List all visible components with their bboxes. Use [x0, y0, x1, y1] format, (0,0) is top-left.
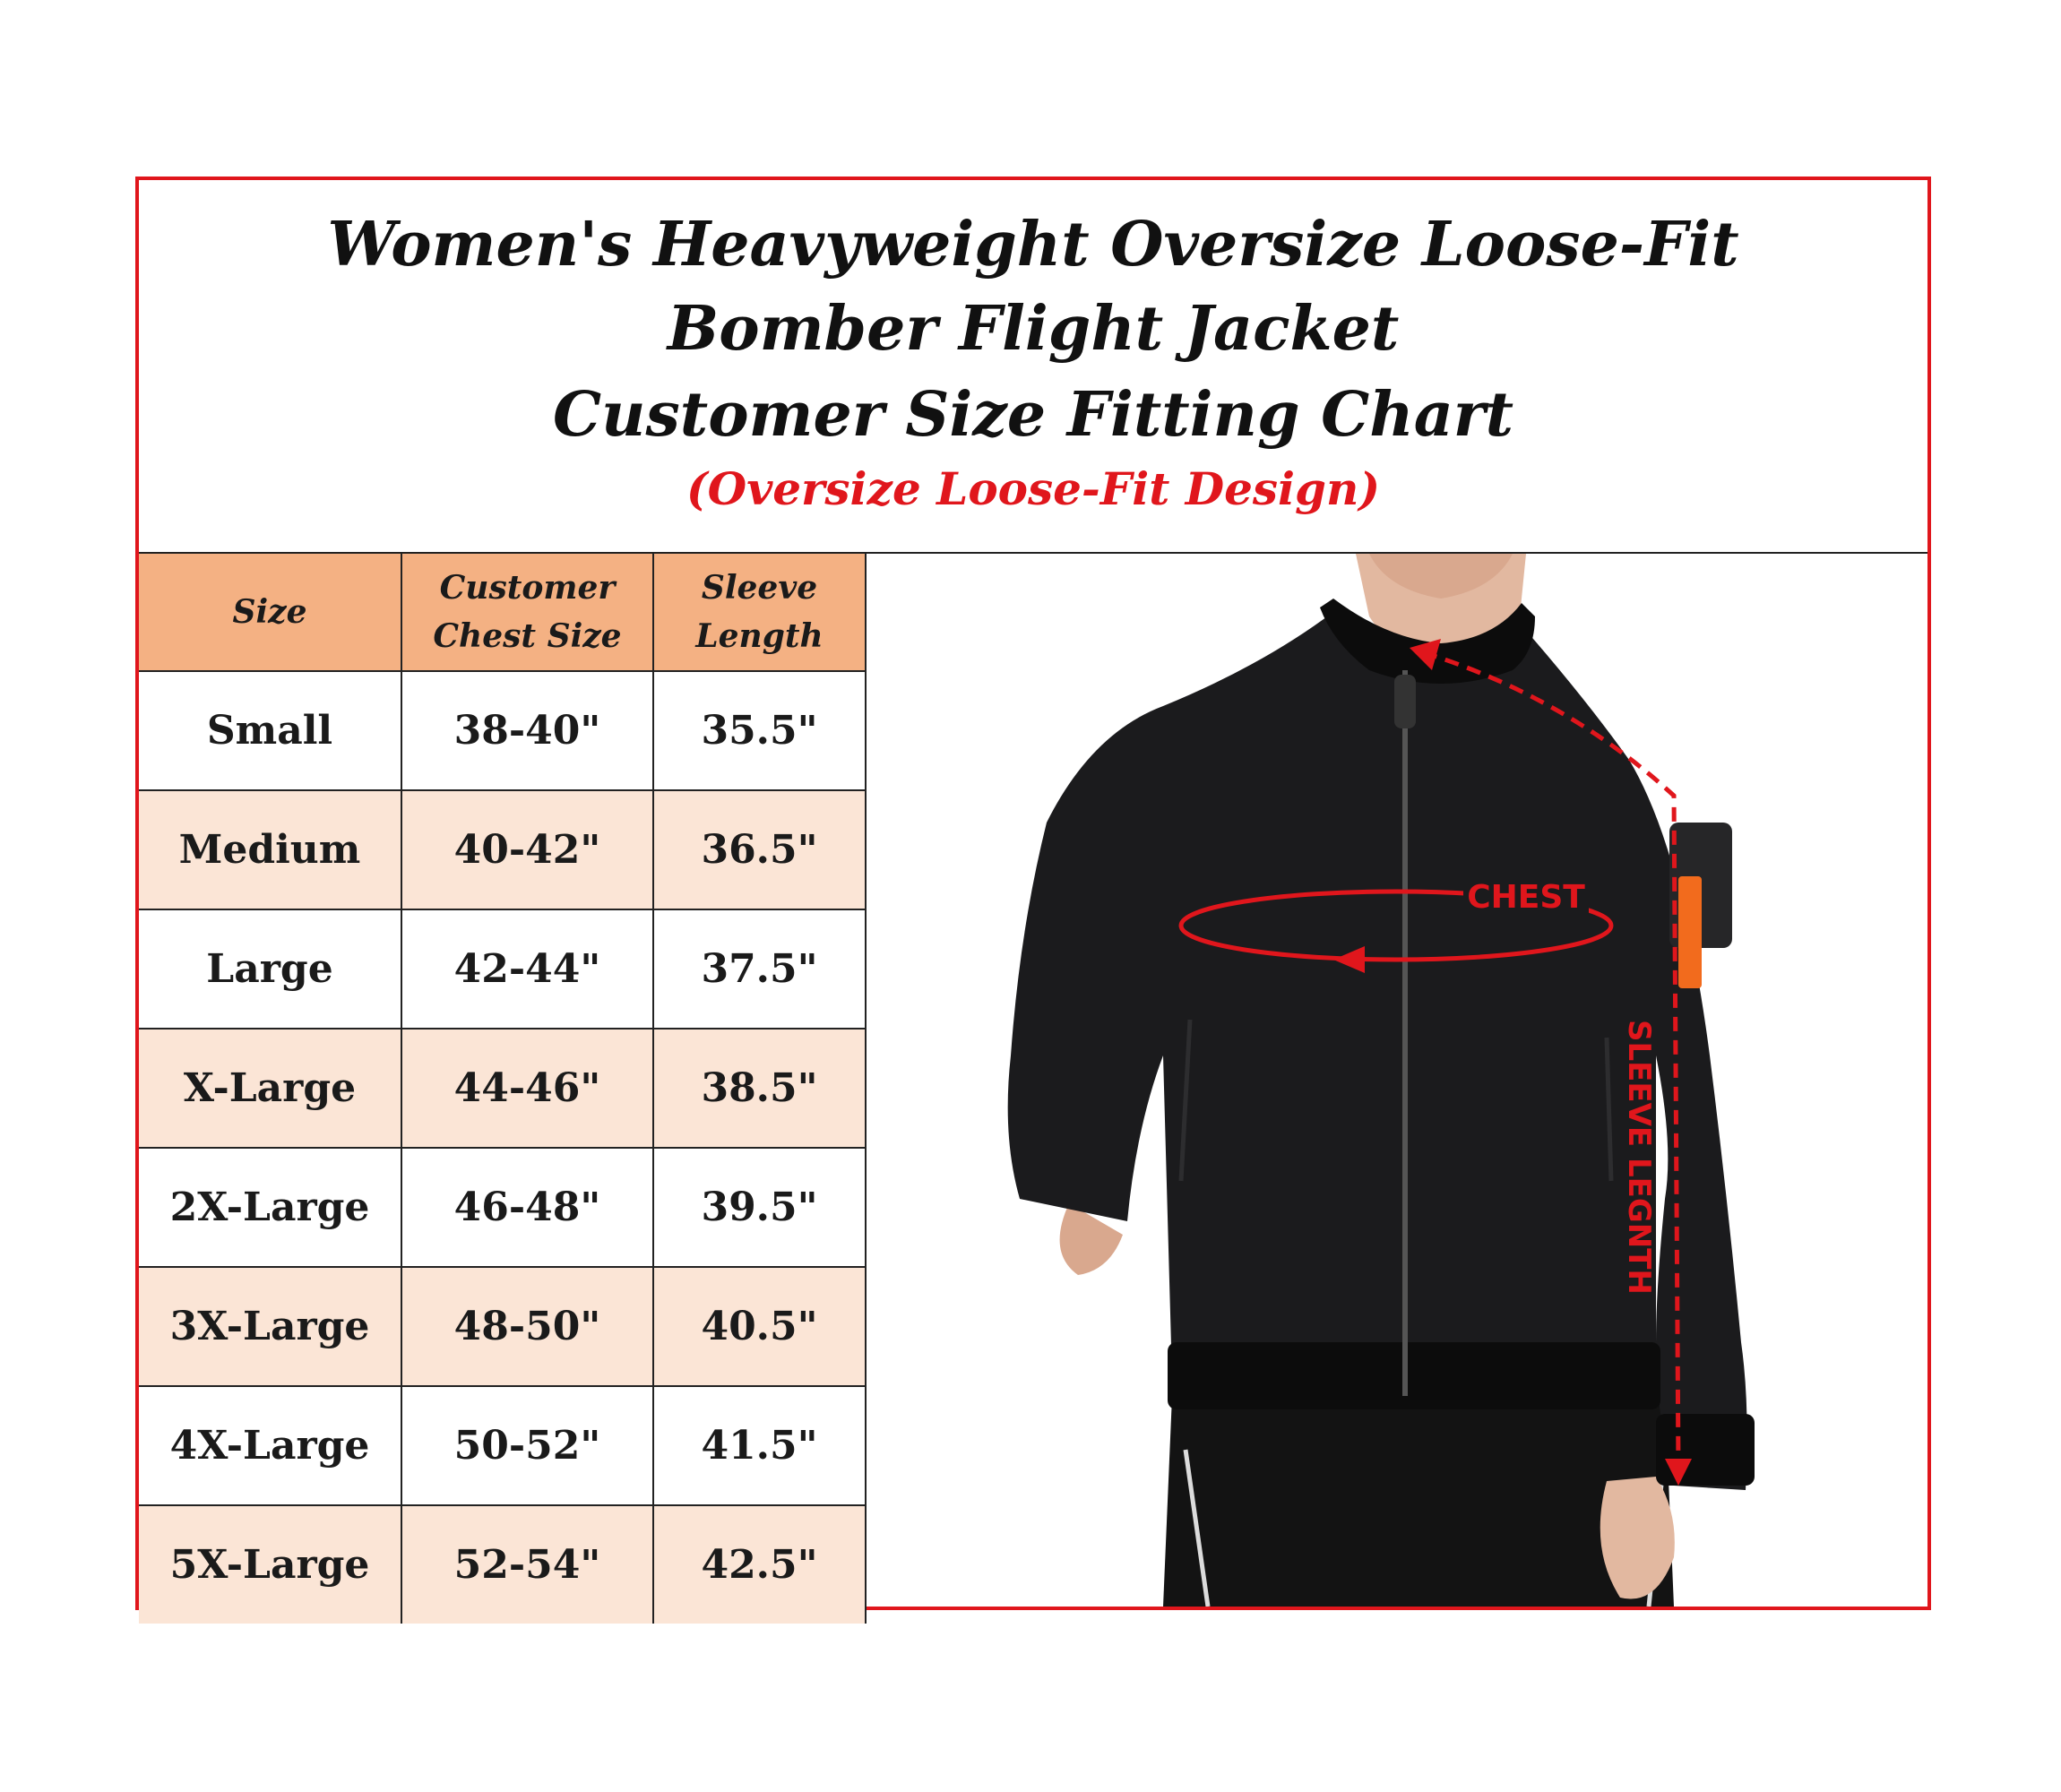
cell-chest: 44-46"	[401, 1029, 653, 1148]
jacket-photo	[867, 554, 1927, 1607]
cell-sleeve: 36.5"	[653, 790, 866, 909]
col-header-sleeve-line-1: Sleeve	[701, 569, 818, 607]
cell-sleeve: 41.5"	[653, 1386, 866, 1505]
sleeve-label: SLEEVE LEGNTH	[1621, 1020, 1657, 1295]
table-row	[139, 1148, 866, 1267]
table-row	[139, 790, 866, 909]
cell-chest: 46-48"	[401, 1148, 653, 1267]
cell-chest: 52-54"	[401, 1505, 653, 1624]
cell-size: 2X-Large	[139, 1148, 401, 1267]
cell-size: 5X-Large	[139, 1505, 401, 1624]
cell-chest: 40-42"	[401, 790, 653, 909]
chest-label: CHEST	[1467, 879, 1585, 916]
table-header-row	[139, 554, 866, 671]
table-row	[139, 1505, 866, 1624]
jacket-waistband	[1168, 1342, 1660, 1409]
size-table	[139, 554, 867, 1624]
title-line-1: Women's Heavyweight Oversize Loose-Fit	[327, 209, 1739, 280]
cell-size: 4X-Large	[139, 1386, 401, 1505]
col-header-size-label: Size	[232, 593, 307, 631]
chart-header	[139, 180, 1927, 554]
col-header-sleeve	[653, 554, 866, 671]
col-header-size	[139, 554, 401, 671]
size-chart-frame	[135, 177, 1931, 1610]
subtitle: (Oversize Loose-Fit Design)	[686, 462, 1381, 515]
col-header-chest	[401, 554, 653, 671]
cell-sleeve: 38.5"	[653, 1029, 866, 1148]
title-line-3: Customer Size Fitting Chart	[552, 379, 1514, 451]
cell-chest: 48-50"	[401, 1267, 653, 1386]
table-row	[139, 1386, 866, 1505]
cell-sleeve: 40.5"	[653, 1267, 866, 1386]
cell-size: X-Large	[139, 1029, 401, 1148]
cell-sleeve: 39.5"	[653, 1148, 866, 1267]
cell-size: Small	[139, 671, 401, 790]
model-pants	[1163, 1396, 1674, 1607]
zipper-pull	[1394, 675, 1416, 728]
table-row	[139, 1267, 866, 1386]
orange-tag	[1678, 876, 1702, 988]
title-line-2: Bomber Flight Jacket	[667, 293, 1400, 365]
cell-sleeve: 42.5"	[653, 1505, 866, 1624]
cell-sleeve: 37.5"	[653, 909, 866, 1029]
cell-chest: 42-44"	[401, 909, 653, 1029]
col-header-chest-line-1: Customer	[439, 569, 616, 607]
col-header-sleeve-line-2: Length	[695, 617, 824, 655]
table-row	[139, 671, 866, 790]
cell-chest: 38-40"	[401, 671, 653, 790]
table-row	[139, 1029, 866, 1148]
jacket-cuff-right	[1656, 1414, 1755, 1486]
table-row	[139, 909, 866, 1029]
cell-size: Large	[139, 909, 401, 1029]
cell-size: Medium	[139, 790, 401, 909]
col-header-chest-line-2: Chest Size	[433, 617, 622, 655]
cell-chest: 50-52"	[401, 1386, 653, 1505]
cell-size: 3X-Large	[139, 1267, 401, 1386]
cell-sleeve: 35.5"	[653, 671, 866, 790]
